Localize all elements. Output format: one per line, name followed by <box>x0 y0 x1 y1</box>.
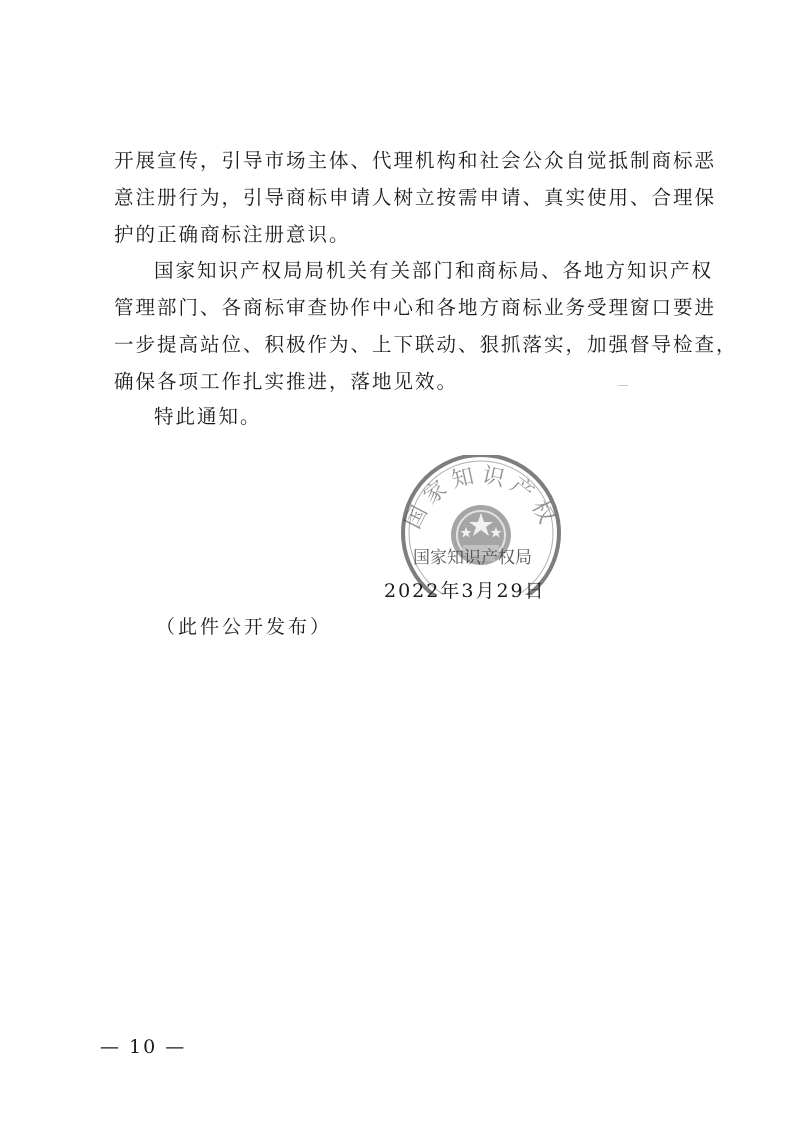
closing-text: 特此通知。 <box>154 405 262 428</box>
issue-date: 2022年3月29日 <box>384 580 546 602</box>
official-seal <box>393 455 569 595</box>
seal-inner-text: 国家知识产权局 <box>413 548 532 568</box>
text-line: 一步提高站位、积极作为、上下联动、狠抓落实，加强督导检查， <box>114 333 738 356</box>
paragraph-publicity <box>114 142 717 253</box>
text-line: 意注册行为，引导商标申请人树立按需申请、真实使用、合理保 <box>114 186 717 209</box>
text-line: 国家知识产权局局机关有关部门和商标局、各地方知识产权 <box>154 259 714 282</box>
scan-artifact <box>618 385 628 386</box>
seal-graphic <box>393 455 569 595</box>
publication-note: （此件公开发布） <box>156 616 333 638</box>
seal-arc-text: 国家知识产权 <box>400 462 562 533</box>
text-line: 管理部门、各商标审查协作中心和各地方商标业务受理窗口要进 <box>114 296 717 319</box>
text-line: 确保各项工作扎实推进，落地见效。 <box>114 370 459 393</box>
text-line: 开展宣传，引导市场主体、代理机构和社会公众自觉抵制商标恶 <box>114 149 717 172</box>
closing-line <box>114 398 686 435</box>
page-number: — 10 — <box>100 1036 187 1058</box>
text-line: 护的正确商标注册意识。 <box>114 223 351 246</box>
paragraph-responsibilities <box>114 252 738 400</box>
